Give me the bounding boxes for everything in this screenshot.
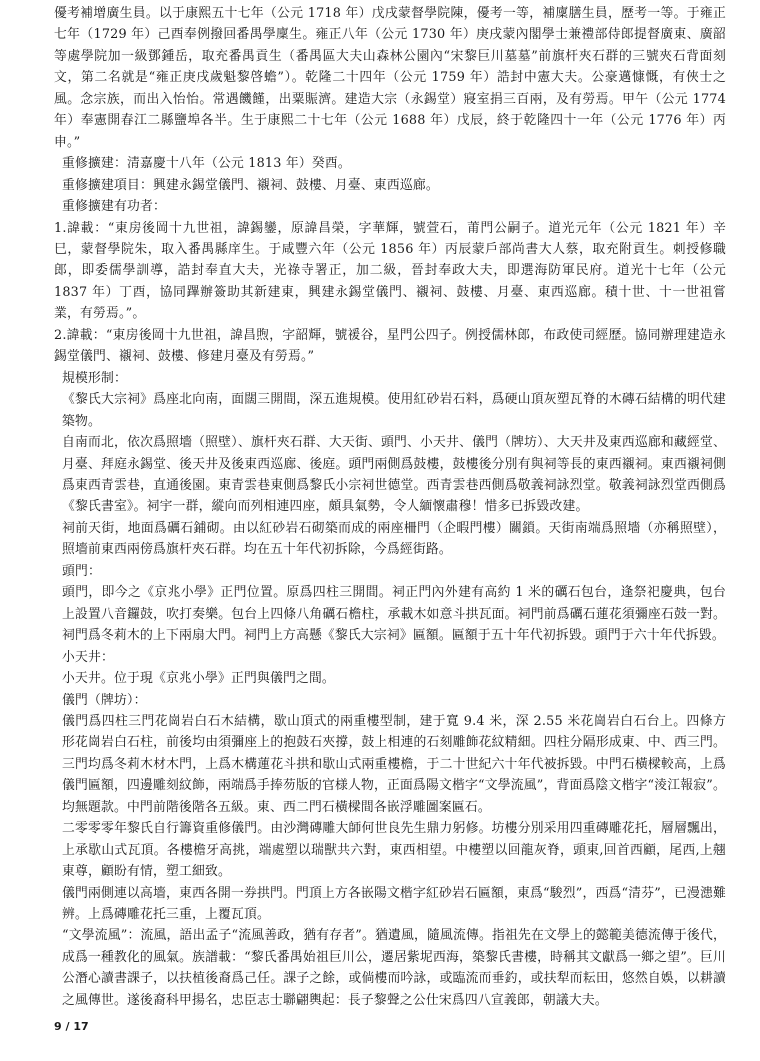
paragraph-small-courtyard: 小天井。位于現《京兆小學》正門與儀門之間。 — [62, 671, 335, 687]
document-body — [54, 3, 726, 1011]
paragraph-contributor-2: 2.諱載：“東房後岡十九世祖，諱昌煦，字韶輝，號禐谷，星門公四子。例授儒林郎，布政使司經歷。協同辦理建造永錫堂儀門、襯祠、鼓樓、修建月臺及有勞焉。” — [54, 327, 726, 365]
section-heading-front-gate: 頭門： — [62, 563, 101, 579]
paragraph-contributors-heading: 重修擴建有功者： — [62, 199, 166, 215]
paragraph-literary-tradition: “文學流風”：流風，語出孟子“流風善政，猶有存者”。猶遺風，隨風流傳。指祖先在文學上的懿範美德流傳于後代，成爲一種教化的風氣。族譜載：“黎氏番禺始祖巨川公，遷居紫坭西海，築黎氏書樓，時稱其文獻爲一鄉之望”。巨川公潛心讀書課子，以扶植後裔爲己任。課子之餘，或倘樓而吟詠，或臨流而垂釣，或扶犁而耘田，悠然自娛，以耕讀之風傳世。遂後裔科甲揚名，忠臣志士聯翩輿起：長子黎聲之公仕宋爲四八宣義郎，朝議大夫。 — [62, 928, 726, 1008]
paragraph-gate-restoration: 二零零零年黎氏自行籌資重修儀門。由沙灣磚雕大師何世良先生鼎力躬修。坊樓分別采用四重磚雕花托，層層飄出，上承歇山式瓦頂。各樓檐牙高挑，端處塑以瑞獸共六對，東西相望。中樓塑以回龍灰脊，頭東,回首西顧，尾西,上翹東尊，顧盼有情，塑工細致。 — [62, 821, 726, 880]
paragraph-layout-intro: 《黎氏大宗祠》爲座北向南，面闊三開間，深五進規模。使用紅砂岩石料，爲硬山頂灰塑瓦脊的木磚石結構的明代建築物。 — [62, 392, 726, 429]
paragraph-front-gate: 頭門，即今之《京兆小學》正門位置。原爲四柱三開間。祠正門內外建有高約 1 米的礪石包台，逢祭祀慶典，包台上設置八音鑼鼓，吹打奏樂。包台上四條八角礪石檐柱，承載木如意斗拱瓦面。祠門前爲礪石蓮花須彌座石鼓一對。祠門爲冬莉木的上下兩扇大門。祠門上方高懸《黎氏大宗祠》匾額。匾額于五十年代初拆毀。頭門于六十年代拆毀。 — [62, 585, 726, 644]
paragraph-contributor-1: 1.諱載：“東房後岡十九世祖，諱錫鑾，原諱昌榮，字華輝，號萱石，莆門公嗣子。道光元年（公元 1821 年）辛巳，蒙督學院朱，取入番禺縣庠生。于咸豐六年（公元 1856 年）丙辰蒙戶部尚書大人蔡，取充附貢生。刺授修職郎，即委儒學訓導，誥封奉直大夫，光祿寺署正，加二級，晉封奉政大夫，即選海防軍民府。道光十七年（公元 1837 年）丁酉，協同蹕辦簽助其新建東，興建永錫堂儀門、襯祠、鼓樓、月臺、東西巡廊。積十世、十一世祖嘗業，有勞焉。”。 — [54, 220, 726, 322]
paragraph-gate-walls: 儀門兩側連以高墻，東西各開一券拱門。門頂上方各嵌陽文楷字紅砂岩石匾額，東爲“駿烈”，西爲“清芬”，已漫漶難辨。上爲磚雕花托三重，上覆瓦頂。 — [62, 885, 726, 923]
section-heading-ceremonial-gate: 儀門（牌坊）： — [62, 692, 147, 708]
paragraph-ceremonial-gate: 儀門爲四柱三門花崗岩白石木結構，歇山頂式的兩重樓型制，建于寬 9.4 米，深 2.55 米花崗岩白石台上。四條方形花崗岩白石柱，前後均由須彌座上的抱鼓石夾撐，鼓上相連的石刻雕飾花紋精細。四柱分隔形成東、中、西三門。三門均爲冬莉木材木門，上爲木構蓮花斗拱和歇山式兩重樓檐，于二十世紀六十年代被拆毀。中門石橫樑較高，上爲儀門匾額，四邊雕刻紋飾，兩端爲手捧芴版的官様人物，正面爲陽文楷字“文學流風”，背面爲陰文楷字“淩江報寂”。均無題款。中門前階後階各五級。東、西二門石橫樑間各嵌浮雕圖案匾石。 — [62, 713, 726, 815]
paragraph-layout-sequence: 自南而北，依次爲照墻（照壁）、旗杆夾石群、大天街、頭門、小天井、儀門（牌坊）、大天井及東西巡廊和藏經堂、月臺、拜庭永錫堂、後天井及後東西巡廊、後庭。頭門兩側爲鼓樓，鼓樓後分別有與祠等長的東西襯祠。東西襯祠側爲東西青雲巷，直通後園。東青雲巷東側爲黎氏小宗祠世德堂。西青雲巷西側爲敬義祠詠烈堂。敬義祠詠烈堂西側爲《黎氏書室》。祠宇一群，縱向而列相連四座，頗具氣勢，令人緬懷肅穆！惜多已拆毀改建。 — [62, 435, 726, 515]
paragraph-front-street: 祠前天街，地面爲礪石鋪砌。由以紅砂岩石砌築而成的兩座柵門（企暇門樓）關鎖。天街南端爲照墻（亦稱照壁），照墻前東西兩傍爲旗杆夾石群。均在五十年代初拆除，今爲經街路。 — [62, 520, 726, 558]
section-heading-small-courtyard: 小天井： — [62, 649, 114, 665]
paragraph-rebuild-items: 重修擴建項目：興建永錫堂儀門、襯祠、鼓樓、月臺、東西巡廊。 — [62, 177, 439, 193]
paragraph-rebuild-date: 重修擴建：清嘉慶十八年（公元 1813 年）癸酉。 — [62, 156, 351, 172]
section-heading-layout: 規模形制： — [62, 370, 127, 386]
paragraph-biography-end: 優考補增廣生員。以于康熙五十七年（公元 1718 年）戊戌蒙督學院陳，優考一等，補廩膳生員，歷考一等。于雍正七年（1729 年）己酉奉例撥回番禺學廩生。雍正八年（公元 1730 年）庚戌蒙內閣學士兼禮部侍郎提督廣東、廣韶等處學院加一級鄧鍾岳，取充番禺貢生（番禺區大夫山森林公園內“宋黎巨川墓墓”前旗杆夾石群的三號夾石背面刻文，第二名就是“雍正庚戌歲魁黎啓蟾”）。乾隆二十四年（公元 1759 年）誥封中憲大夫。公豪邁慷慨，有俠士之風。念宗族，而出入怡怡。常遇饑饉，出粟賑濟。建造大宗（永錫堂）寢室捐三百兩，及有勞焉。甲午（公元 1774 年）奉憲開春江二縣鹽埠各半。生于康熙二十七年（公元 1688 年）戊辰，終于乾隆四十一年（公元 1776 年）丙申。” — [54, 6, 726, 150]
page-number: 9 / 17 — [54, 1020, 89, 1033]
